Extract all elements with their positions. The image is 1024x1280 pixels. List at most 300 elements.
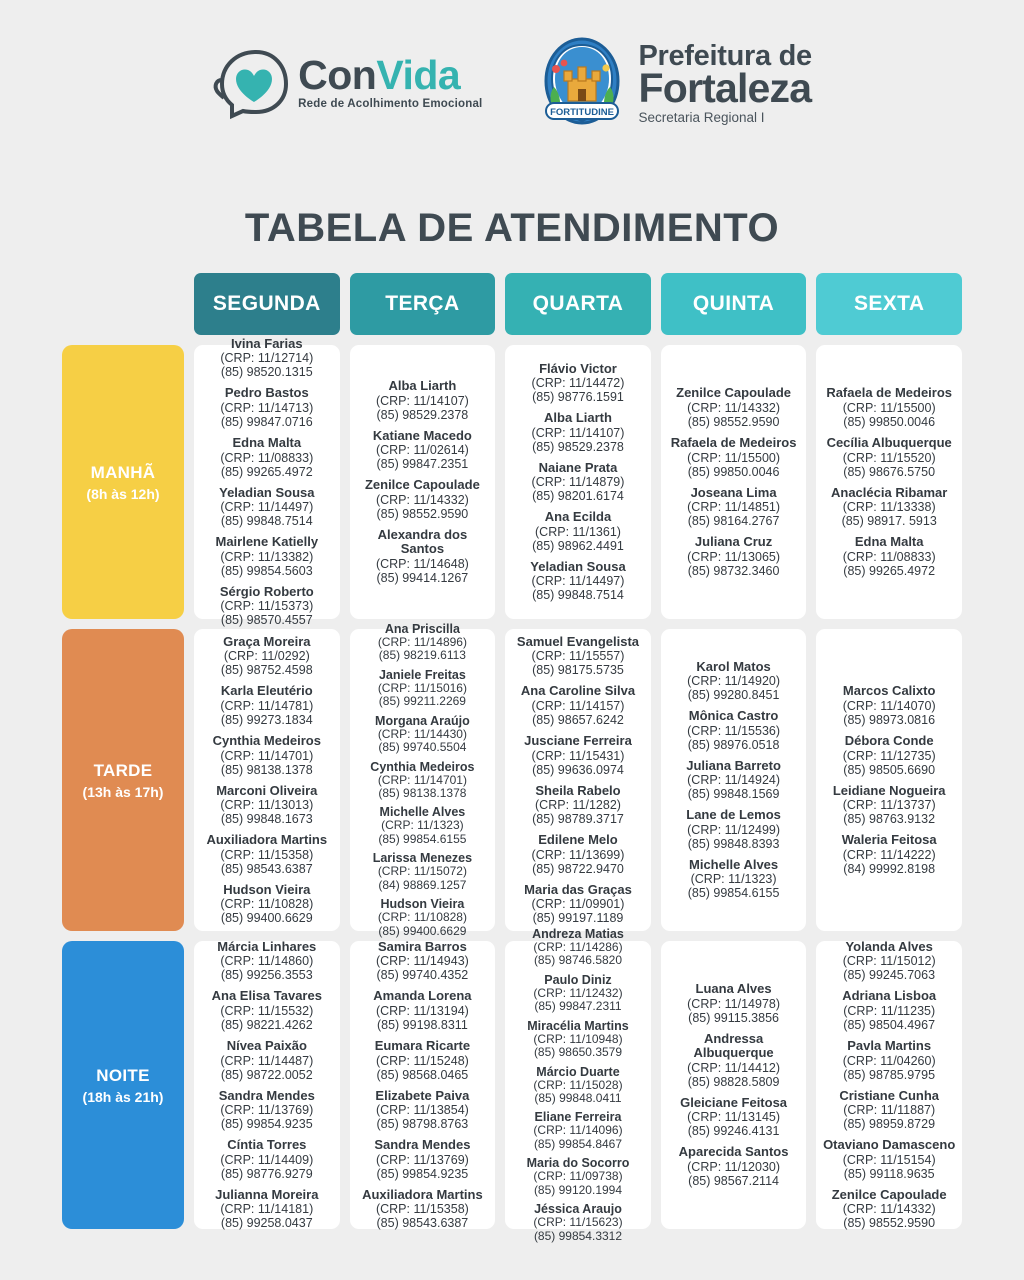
professional-entry — [355, 622, 491, 663]
schedule-table — [62, 273, 962, 1243]
period-row-manha — [62, 335, 962, 628]
professional-crp: (CRP: 11/14430) — [377, 726, 467, 741]
prefeitura-line1: Prefeitura de — [638, 39, 812, 72]
professional-entry — [821, 1138, 957, 1181]
professional-phone: (85) 99848.0411 — [534, 1091, 622, 1105]
professional-phone: (85) 99847.0716 — [220, 414, 313, 429]
professional-entry — [510, 461, 646, 504]
professional-entry — [510, 560, 646, 603]
professional-entry — [199, 585, 335, 628]
professional-name: Jusciane Ferreira — [524, 732, 632, 748]
professional-crp: (CRP: 11/15358) — [375, 1202, 469, 1217]
professional-name: Débora Conde — [844, 732, 934, 748]
professional-entry — [666, 808, 802, 851]
professional-crp: (CRP: 11/14648) — [375, 556, 469, 571]
prefeitura-logo — [540, 35, 811, 131]
professional-name: Ivina Farias — [231, 335, 303, 351]
cell-noite-quinta — [661, 941, 807, 1229]
professional-name: Pedro Bastos — [224, 385, 309, 401]
professional-entry — [821, 386, 957, 429]
professional-name: Mônica Castro — [688, 708, 779, 724]
professional-phone: (85) 98976.0518 — [687, 737, 780, 752]
professional-name: Sandra Mendes — [374, 1137, 471, 1153]
professional-crp: (CRP: 11/14472) — [531, 376, 625, 391]
professional-crp: (CRP: 11/12030) — [687, 1159, 781, 1174]
professional-crp: (CRP: 11/14181) — [220, 1202, 314, 1217]
professional-phone: (85) 98552.9590 — [687, 414, 780, 429]
professional-entry — [199, 535, 335, 578]
convida-subtitle: Rede de Acolhimento Emocional — [298, 98, 483, 111]
day-header-quarta: QUARTA — [505, 273, 651, 335]
professional-phone: (85) 99245.7063 — [843, 968, 936, 983]
professional-phone: (85) 99211.2269 — [378, 694, 466, 709]
period-name-noite: NOITE — [96, 1065, 150, 1085]
professional-crp: (CRP: 11/15623) — [533, 1215, 623, 1230]
professional-name: Alba Liarth — [388, 378, 457, 394]
professional-name: Cynthia Medeiros — [370, 759, 475, 774]
professional-entry — [199, 684, 335, 727]
professional-entry — [355, 805, 491, 846]
professional-phone: (85) 98504.4967 — [843, 1017, 936, 1032]
professional-phone: (85) 98657.6242 — [532, 712, 624, 727]
brasao-fortaleza-icon — [540, 35, 624, 131]
professional-crp: (CRP: 11/14879) — [531, 475, 625, 490]
professional-entry — [821, 784, 957, 827]
professional-phone: (85) 99198.8311 — [376, 1017, 468, 1032]
professional-phone: (85) 99118.9635 — [843, 1166, 935, 1181]
professional-entry — [666, 982, 802, 1025]
professional-name: Rafaela de Medeiros — [670, 434, 797, 450]
professional-name: Lane de Lemos — [686, 807, 781, 823]
professional-name: Karla Eleutério — [220, 683, 313, 699]
professional-name: Cíntia Torres — [227, 1137, 307, 1153]
professional-phone: (85) 98722.9470 — [532, 861, 624, 876]
professional-phone: (85) 98568.0465 — [376, 1067, 469, 1082]
professional-phone: (85) 98959.8729 — [843, 1117, 936, 1132]
professional-entry — [821, 1188, 957, 1231]
professional-phone: (85) 98732.3460 — [687, 563, 780, 578]
professional-entry — [199, 1039, 335, 1082]
professional-crp: (CRP: 11/14896) — [377, 634, 467, 649]
professional-crp: (CRP: 11/15532) — [220, 1003, 314, 1018]
professional-name: Alba Liarth — [544, 410, 612, 426]
professional-entry — [199, 833, 335, 876]
professional-name: Ana Ecilda — [544, 509, 612, 525]
prefeitura-wordmark — [638, 39, 812, 125]
professional-entry — [355, 1089, 491, 1132]
professional-phone: (85) 99120.1994 — [533, 1182, 623, 1197]
professional-crp: (CRP: 11/15028) — [533, 1077, 623, 1092]
professional-phone: (85) 99740.4352 — [376, 968, 469, 983]
professional-crp: (CRP: 11/13145) — [687, 1110, 781, 1125]
professional-entry — [510, 411, 646, 454]
professional-phone: (85) 98552.9590 — [843, 1216, 936, 1231]
convida-logo — [212, 46, 482, 120]
professional-name: Elizabete Paiva — [375, 1087, 470, 1103]
professional-crp: (CRP: 11/08833) — [220, 450, 314, 465]
professional-phone: (85) 99854.9235 — [220, 1117, 313, 1132]
professional-entry — [510, 1156, 646, 1197]
professional-crp: (CRP: 11/14497) — [531, 574, 625, 589]
prefeitura-line2: Fortaleza — [638, 64, 812, 111]
professional-entry — [199, 436, 335, 479]
professional-entry — [510, 684, 646, 727]
professional-phone: (85) 98138.1378 — [378, 786, 467, 800]
professional-entry — [510, 362, 646, 405]
professional-entry — [355, 668, 491, 709]
professional-phone: (85) 98505.6690 — [843, 762, 936, 777]
professional-phone: (85) 99854.3312 — [533, 1228, 623, 1243]
professional-entry — [510, 734, 646, 777]
page-title: TABELA DE ATENDIMENTO — [244, 206, 780, 250]
professional-entry — [666, 759, 802, 802]
professional-crp: (CRP: 11/15500) — [687, 450, 781, 465]
professional-name: Otaviano Damasceno — [823, 1137, 956, 1153]
professional-crp: (CRP: 11/10948) — [533, 1031, 623, 1046]
cell-tarde-quinta — [661, 629, 807, 931]
professional-crp: (CRP: 11/14487) — [220, 1053, 314, 1068]
professional-name: Auxiliadora Martins — [206, 832, 328, 848]
professional-name: Michelle Alves — [379, 805, 466, 820]
professional-entry — [510, 635, 646, 678]
professional-phone: (85) 98650.3579 — [533, 1045, 623, 1060]
professional-entry — [199, 486, 335, 529]
professional-phone: (85) 99265.4972 — [843, 563, 936, 578]
professional-name: Flávio Victor — [539, 360, 617, 376]
professional-phone: (85) 98763.9132 — [843, 812, 936, 827]
convida-title — [298, 52, 482, 99]
professional-entry — [666, 1032, 802, 1089]
professional-phone: (85) 98219.6113 — [378, 648, 466, 663]
professional-entry — [510, 1202, 646, 1243]
professional-phone: (85) 98543.6387 — [220, 861, 313, 876]
professional-entry — [510, 1065, 646, 1106]
professional-name: Adriana Lisboa — [842, 988, 937, 1004]
period-time-manha: (8h às 12h) — [86, 485, 160, 502]
professional-crp: (CRP: 11/12735) — [842, 748, 936, 763]
professional-crp: (CRP: 11/14332) — [687, 400, 781, 415]
professional-entry — [199, 1138, 335, 1181]
professional-phone: (85) 98164.2767 — [687, 514, 780, 529]
period-name-tarde: TARDE — [93, 760, 153, 780]
convida-title-con: Con — [298, 52, 377, 99]
professional-phone: (85) 99256.3553 — [220, 968, 313, 983]
professional-entry — [199, 1089, 335, 1132]
convida-title-vida: Vida — [376, 52, 461, 99]
cell-manha-segunda — [194, 335, 340, 628]
professional-name: Edna Malta — [854, 534, 924, 550]
professional-name: Edilene Melo — [538, 832, 618, 848]
professional-crp: (CRP: 11/15557) — [531, 649, 625, 664]
professional-phone: (85) 98752.4598 — [220, 663, 313, 678]
professional-name: Alexandra dos Santos — [377, 526, 468, 557]
professional-crp: (CRP: 11/15431) — [531, 748, 625, 763]
professional-phone: (85) 99848.7514 — [532, 588, 624, 603]
professional-phone: (85) 99258.0437 — [220, 1216, 313, 1231]
professional-name: Márcia Linhares — [217, 938, 317, 954]
professional-phone: (85) 99246.4131 — [687, 1124, 780, 1139]
professional-crp: (CRP: 11/1282) — [535, 798, 621, 813]
professional-entry — [510, 1110, 646, 1151]
professional-name: Edna Malta — [232, 434, 302, 450]
professional-phone: (85) 99636.0974 — [532, 762, 624, 777]
professional-crp: (CRP: 11/11235) — [843, 1003, 936, 1018]
professional-phone: (85) 99847.2311 — [534, 999, 622, 1014]
professional-entry — [355, 940, 491, 983]
professional-name: Larissa Menezes — [372, 851, 473, 866]
professional-crp: (CRP: 11/14851) — [687, 500, 781, 515]
professional-crp: (CRP: 11/15500) — [842, 400, 936, 415]
professional-entry — [821, 1089, 957, 1132]
professional-entry — [355, 528, 491, 585]
cell-tarde-segunda — [194, 629, 340, 931]
professional-phone: (85) 98552.9590 — [376, 506, 469, 521]
professional-entry — [355, 851, 491, 892]
professional-name: Rafaela de Medeiros — [826, 385, 953, 401]
cell-manha-quinta — [661, 345, 807, 619]
professional-name: Auxiliadora Martins — [362, 1186, 483, 1202]
professional-crp: (CRP: 11/14978) — [687, 996, 781, 1011]
professional-crp: (CRP: 11/14920) — [687, 674, 781, 689]
professional-crp: (CRP: 11/11887) — [843, 1103, 936, 1118]
professional-phone: (85) 98676.5750 — [843, 464, 936, 479]
professional-name: Morgana Araújo — [375, 713, 470, 728]
professional-name: Anaclécia Ribamar — [831, 484, 948, 500]
cell-noite-terca — [350, 938, 496, 1231]
professional-name: Gleiciane Feitosa — [680, 1094, 788, 1110]
professional-name: Jéssica Araujo — [534, 1202, 622, 1217]
professional-name: Hudson Vieira — [223, 881, 311, 897]
professional-crp: (CRP: 11/13769) — [220, 1103, 314, 1118]
professional-crp: (CRP: 11/13338) — [842, 500, 936, 515]
professional-name: Sérgio Roberto — [219, 583, 314, 599]
professional-name: Cynthia Medeiros — [212, 732, 321, 748]
professional-crp: (CRP: 11/02614) — [375, 443, 469, 458]
day-header-quinta: QUINTA — [661, 273, 807, 335]
professional-name: Eumara Ricarte — [374, 1037, 471, 1053]
professional-phone: (85) 99854.8467 — [533, 1136, 623, 1151]
professional-crp: (CRP: 11/14701) — [220, 748, 314, 763]
professional-phone: (85) 99848.7514 — [220, 514, 313, 529]
professional-entry — [355, 1039, 491, 1082]
professional-crp: (CRP: 11/15072) — [377, 864, 467, 879]
professional-name: Andressa Albuquerque — [693, 1030, 774, 1061]
professional-phone: (85) 98746.5820 — [533, 953, 623, 968]
professional-entry — [199, 940, 335, 983]
professional-phone: (85) 98962.4491 — [532, 538, 624, 553]
professional-entry — [355, 1138, 491, 1181]
professional-name: Julianna Moreira — [215, 1186, 319, 1202]
table-corner-spacer — [62, 273, 184, 335]
professional-phone: (85) 98520.1315 — [220, 365, 313, 380]
professional-name: Juliana Barreto — [686, 757, 781, 773]
professional-phone: (85) 98221.4262 — [220, 1017, 313, 1032]
professional-crp: (CRP: 11/15012) — [842, 954, 936, 969]
professional-phone: (85) 99854.6155 — [378, 831, 467, 846]
professional-crp: (CRP: 11/14332) — [375, 492, 469, 507]
professional-crp: (CRP: 11/04260) — [842, 1053, 936, 1068]
period-label-tarde — [62, 629, 184, 931]
professional-crp: (CRP: 11/10828) — [377, 910, 467, 925]
convida-heart-head-icon — [212, 46, 290, 120]
professional-name: Márcio Duarte — [536, 1064, 620, 1079]
professional-phone: (85) 99854.6155 — [687, 886, 780, 901]
period-name-manha: MANHÃ — [90, 462, 156, 482]
professional-phone: (85) 99273.1834 — [220, 712, 313, 727]
professional-crp: (CRP: 11/15248) — [375, 1053, 469, 1068]
professional-name: Yolanda Alves — [845, 938, 933, 954]
professional-crp: (CRP: 11/14781) — [220, 698, 314, 713]
professional-crp: (CRP: 11/14070) — [842, 698, 936, 713]
professional-phone: (85) 98175.5735 — [532, 663, 624, 678]
professional-name: Amanda Lorena — [373, 988, 472, 1004]
professional-entry — [355, 897, 491, 938]
professional-entry — [666, 436, 802, 479]
professional-name: Mairlene Katielly — [215, 534, 319, 550]
professional-phone: (85) 99400.6629 — [378, 923, 467, 938]
professional-name: Hudson Vieira — [380, 897, 465, 912]
professional-crp: (CRP: 11/13194) — [375, 1003, 469, 1018]
professional-crp: (CRP: 11/1323) — [381, 818, 464, 833]
professional-phone: (84) 99992.8198 — [843, 861, 936, 876]
professional-crp: (CRP: 11/15154) — [842, 1152, 936, 1167]
professional-phone: (85) 98789.3717 — [532, 812, 624, 827]
professional-entry — [666, 660, 802, 703]
professional-name: Maria do Socorro — [526, 1156, 630, 1171]
cell-tarde-sexta — [816, 629, 962, 931]
professional-name: Karol Matos — [696, 658, 771, 674]
professional-entry — [821, 833, 957, 876]
professional-phone: (85) 98529.2378 — [532, 439, 624, 454]
professional-crp: (CRP: 11/0292) — [223, 649, 310, 664]
professional-crp: (CRP: 11/12432) — [533, 985, 623, 1000]
professional-entry — [355, 1188, 491, 1231]
professional-name: Leidiane Nogueira — [832, 782, 946, 798]
professional-name: Pavla Martins — [847, 1037, 932, 1053]
professional-phone: (85) 99740.5504 — [378, 740, 467, 755]
professional-phone: (85) 98201.6174 — [532, 489, 624, 504]
professional-name: Yeladian Sousa — [530, 558, 626, 574]
professional-phone: (85) 99847.2351 — [376, 457, 469, 472]
professional-phone: (85) 98828.5809 — [687, 1074, 780, 1089]
professional-phone: (85) 99265.4972 — [220, 464, 313, 479]
day-header-row — [62, 273, 962, 335]
professional-phone: (85) 99197.1189 — [532, 911, 624, 926]
professional-entry — [821, 486, 957, 529]
professional-name: Cristiane Cunha — [839, 1087, 940, 1103]
professional-crp: (CRP: 11/15520) — [842, 450, 936, 465]
professional-crp: (CRP: 11/14286) — [533, 939, 623, 954]
professional-name: Paulo Diniz — [544, 972, 612, 987]
professional-entry — [199, 1188, 335, 1231]
professional-entry — [666, 1096, 802, 1139]
professional-phone: (85) 98917. 5913 — [841, 514, 937, 529]
cell-manha-terca — [350, 345, 496, 619]
professional-crp: (CRP: 11/1361) — [535, 524, 621, 539]
professional-crp: (CRP: 11/14943) — [375, 954, 469, 969]
professional-phone: (85) 99115.3856 — [688, 1010, 779, 1025]
professional-phone: (85) 99280.8451 — [687, 688, 780, 703]
professional-crp: (CRP: 11/1323) — [690, 872, 777, 887]
professional-name: Juliana Cruz — [694, 534, 773, 550]
professional-entry — [355, 429, 491, 472]
professional-phone: (85) 98529.2378 — [376, 407, 469, 422]
page-header — [0, 0, 1024, 140]
professional-crp: (CRP: 11/14701) — [377, 772, 467, 787]
professional-phone: (85) 98798.8763 — [376, 1117, 469, 1132]
professional-entry — [355, 989, 491, 1032]
professional-crp: (CRP: 11/13382) — [220, 549, 314, 564]
professional-crp: (CRP: 11/12499) — [687, 822, 781, 837]
period-time-tarde: (13h às 17h) — [82, 783, 164, 800]
svg-text:FORTITUDINE: FORTITUDINE — [550, 107, 615, 118]
professional-name: Waleria Feitosa — [841, 832, 937, 848]
professional-name: Katiane Macedo — [372, 427, 472, 443]
professional-name: Eliane Ferreira — [534, 1110, 622, 1125]
professional-phone: (85) 99414.1267 — [376, 570, 469, 585]
professional-phone: (85) 98543.6387 — [376, 1216, 469, 1231]
professional-name: Marconi Oliveira — [216, 782, 318, 798]
professional-entry — [510, 833, 646, 876]
professional-entry — [355, 379, 491, 422]
professional-crp: (CRP: 11/14860) — [220, 954, 314, 969]
professional-entry — [355, 760, 491, 801]
professional-entry — [199, 784, 335, 827]
professional-entry — [199, 386, 335, 429]
professional-name: Zenilce Capoulade — [364, 477, 480, 493]
professional-name: Nívea Paixão — [226, 1037, 307, 1053]
cell-tarde-quarta — [505, 629, 651, 931]
cell-noite-segunda — [194, 938, 340, 1231]
professional-crp: (CRP: 11/14497) — [220, 500, 314, 515]
professional-entry — [510, 973, 646, 1014]
professional-name: Sheila Rabelo — [535, 782, 621, 798]
professional-phone: (85) 98722.0052 — [220, 1067, 313, 1082]
professional-crp: (CRP: 11/08833) — [842, 549, 936, 564]
professional-entry — [510, 1019, 646, 1060]
professional-phone: (85) 99854.9235 — [376, 1166, 469, 1181]
professional-phone: (85) 99400.6629 — [220, 911, 313, 926]
professional-name: Janiele Freitas — [378, 667, 466, 682]
professional-entry — [821, 940, 957, 983]
professional-name: Cecília Albuquerque — [826, 434, 952, 450]
professional-entry — [666, 486, 802, 529]
professional-entry — [510, 883, 646, 926]
professional-name: Aparecida Santos — [678, 1144, 789, 1160]
professional-entry — [821, 734, 957, 777]
convida-wordmark — [298, 52, 483, 111]
professional-crp: (CRP: 11/14107) — [375, 393, 469, 408]
professional-entry — [355, 478, 491, 521]
professional-name: Sandra Mendes — [218, 1087, 315, 1103]
professional-crp: (CRP: 11/15373) — [220, 599, 314, 614]
day-header-terca: TERÇA — [350, 273, 496, 335]
professional-crp: (CRP: 11/14409) — [220, 1152, 314, 1167]
professional-name: Samira Barros — [377, 938, 467, 954]
professional-entry — [821, 1039, 957, 1082]
professional-phone: (85) 98567.2114 — [688, 1173, 779, 1188]
professional-phone: (85) 99848.1569 — [687, 787, 780, 802]
professional-crp: (CRP: 11/13854) — [375, 1103, 469, 1118]
professional-crp: (CRP: 11/14412) — [687, 1060, 781, 1075]
period-time-noite: (18h às 21h) — [82, 1088, 164, 1105]
professional-entry — [510, 927, 646, 968]
professional-phone: (85) 99850.0046 — [843, 414, 936, 429]
professional-crp: (CRP: 11/14713) — [220, 400, 314, 415]
cell-tarde-terca — [350, 621, 496, 938]
professional-crp: (CRP: 11/09738) — [533, 1169, 623, 1184]
professional-name: Ana Caroline Silva — [520, 683, 636, 699]
